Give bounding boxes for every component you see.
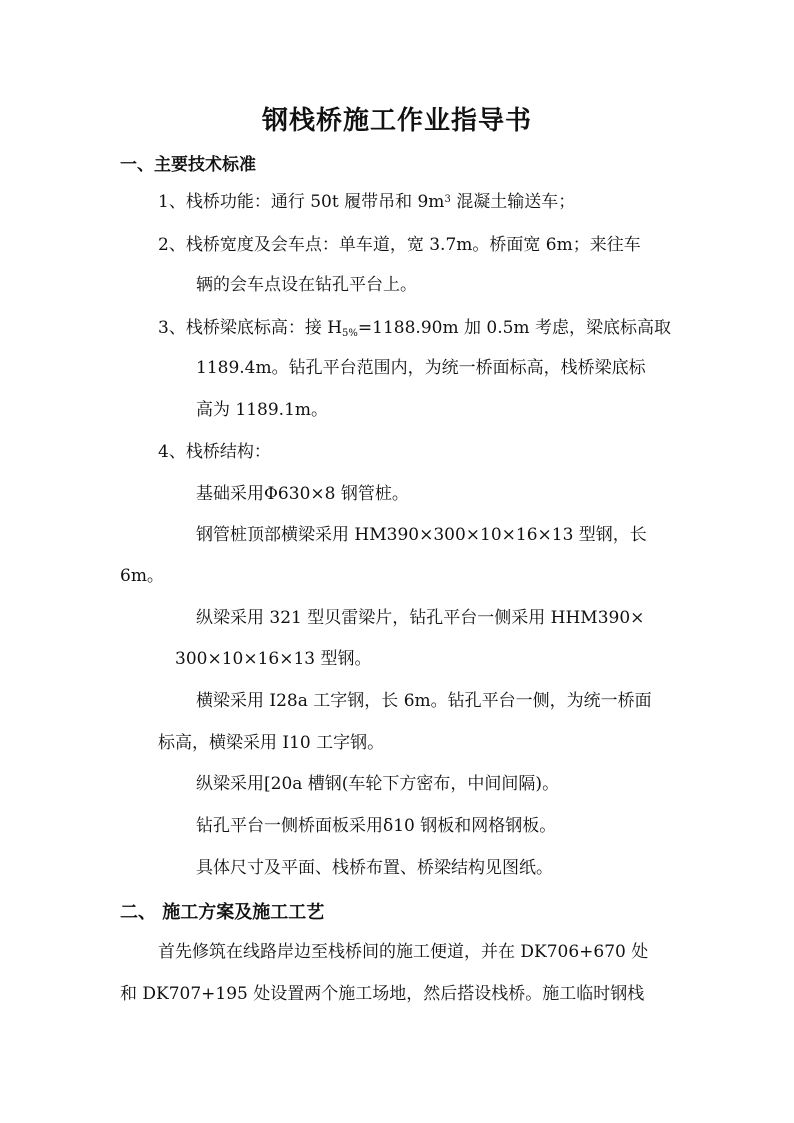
item-1 [158,191,575,213]
section-2-line-2: 和 DK707+195 处设置两个施工场地，然后搭设栈桥。施工临时钢栈 [120,984,645,1004]
item-2-line-2: 辆的会车点设在钻孔平台上。 [196,275,417,295]
item-3-line-1 [158,317,671,342]
item-4-para-1: 基础采用Φ630×8 钢管桩。 [196,484,409,504]
item-4-para-5: 纵梁采用[20a 槽钢(车轮下方密布，中间间隔)。 [196,774,560,794]
superscript: 3 [444,194,451,205]
item-4-heading: 4、栈桥结构： [158,442,271,462]
subscript: 5% [342,328,358,339]
section-heading-2: 二、 施工方案及施工工艺 [120,902,325,923]
item-3-text-end: =1188.90m 加 0.5m 考虑，梁底标高取 [357,318,671,338]
section-heading-1: 一、主要技术标准 [120,155,256,175]
document-title: 钢栈桥施工作业指导书 [261,106,532,136]
section-2-line-1: 首先修筑在线路岸边至栈桥间的施工便道，并在 DK706+670 处 [158,942,649,962]
item-2-line-1: 2、栈桥宽度及会车点：单车道，宽 3.7m。桥面宽 6m；来往车 [158,235,641,255]
item-4-para-3-line-1: 纵梁采用 321 型贝雷梁片，钻孔平台一侧采用 HHM390× [196,608,645,628]
item-4-para-6: 钻孔平台一侧桥面板采用δ10 钢板和网格钢板。 [196,816,557,836]
item-1-text: 1、栈桥功能：通行 50t 履带吊和 9m [158,192,445,212]
item-4-para-2-line-1: 钢管桩顶部横梁采用 HM390×300×10×16×13 型钢，长 [196,525,647,545]
item-4-para-4-line-2: 标高，横梁采用 I10 工字钢。 [158,733,385,753]
item-3-line-2: 1189.4m。钻孔平台范围内，为统一桥面标高，栈桥梁底标 [196,358,646,378]
item-3-line-3: 高为 1189.1m。 [196,400,329,420]
item-4-para-2-line-2: 6m。 [120,566,164,586]
item-4-para-4-line-1: 横梁采用 I28a 工字钢，长 6m。钻孔平台一侧，为统一桥面 [196,691,652,711]
item-4-para-3-line-2: 300×10×16×13 型钢。 [175,649,372,669]
item-3-text: 3、栈桥梁底标高：接 H [158,318,343,338]
item-4-para-7: 具体尺寸及平面、栈桥布置、桥梁结构见图纸。 [196,858,553,878]
item-1-text-end: 混凝土输送车； [450,192,576,212]
